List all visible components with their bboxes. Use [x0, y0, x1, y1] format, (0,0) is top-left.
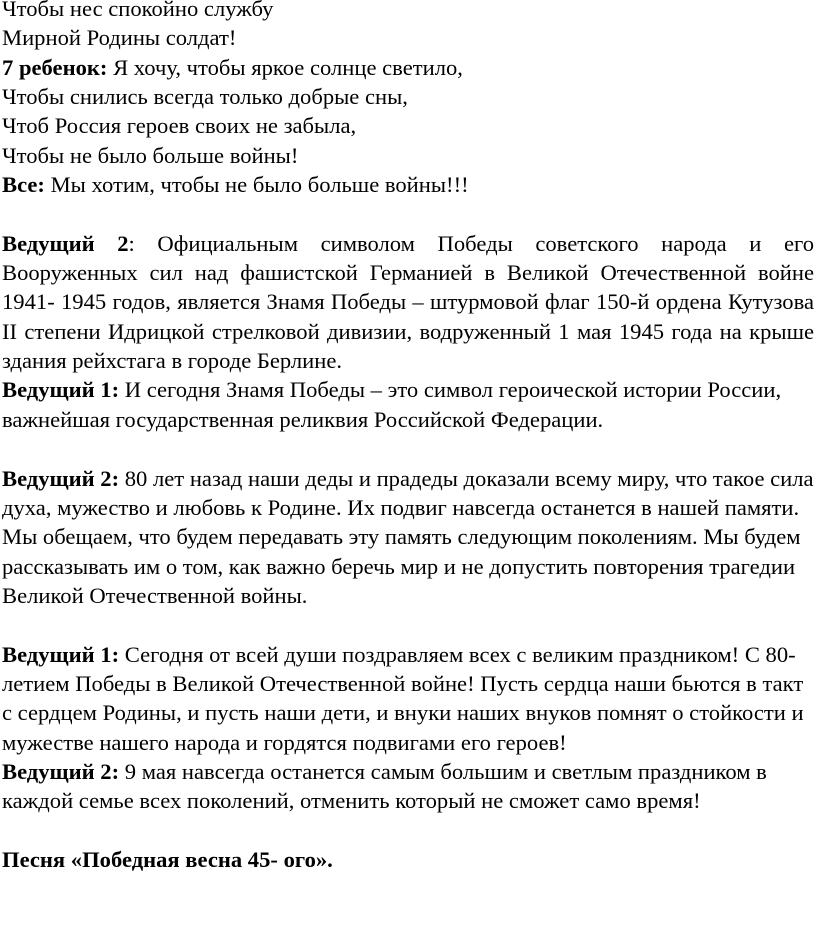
verse-line: Мирной Родины солдат! — [2, 25, 237, 51]
verse-line: Чтоб Россия героев своих не забыла, — [2, 113, 357, 139]
blank-line — [2, 610, 814, 639]
paragraph-text: Сегодня от всей души поздравляем всех с великим праздником! С 80-летием Победы в Великой Отечественной войне! Пусть сердца наши бьются в такт с сердцем Родины, и пусть наши дети, и внуки наших внуков помнят о стойкости и мужестве нашего народа и гордятся подвигами его героев! — [2, 641, 804, 755]
song-title-text: Песня «Победная весна 45- ого». — [2, 846, 333, 872]
host1-paragraph — [2, 640, 814, 757]
speaker-label: Ведущий 1: — [2, 641, 120, 667]
paragraph-text: 9 мая навсегда останется самым большим и светлым праздником в каждой семье всех поколений, отменить который не сможет само время! — [2, 758, 767, 814]
child7-line — [2, 53, 814, 82]
verse-text: Я хочу, чтобы яркое солнце светило, — [107, 54, 463, 80]
host2-paragraph — [2, 464, 814, 611]
verse-line: Чтобы нес спокойно службу — [2, 0, 274, 21]
verse-line: Чтобы снились всегда только добрые сны, — [2, 84, 408, 110]
speaker-label: Все: — [2, 172, 45, 198]
blank-line — [2, 199, 814, 228]
host1-paragraph — [2, 375, 814, 434]
paragraph-text: : Официальным символом Победы советского народа и его Вооруженных сил над фашистской Германией в Великой Отечественной войне 1941- 1945 годов, является Знамя Победы – штурмовой флаг 150-й ордена Кутузова II степени Идрицкой стрелковой дивизии, водруженный 1 мая 1945 года на крыше здания рейхстага в городе Берлине. — [2, 230, 814, 374]
speaker-label: 7 ребенок: — [2, 54, 108, 80]
all-line — [2, 170, 814, 199]
speaker-label: Ведущий 2: — [2, 758, 120, 784]
verse-line: Чтобы не было больше войны! — [2, 142, 299, 168]
host2-paragraph — [2, 757, 814, 816]
paragraph-text: И сегодня Знамя Победы – это символ героической истории России, важнейшая государственная реликвия Российской Федерации. — [2, 377, 782, 432]
paragraph-text: 80 лет назад наши деды и прадеды доказали всему миру, что такое сила духа, мужество и любовь к Родине. Их подвиг навсегда останется в нашей памяти. Мы обещаем, что будем передавать эту память следующим поколениям. Мы будем рассказывать им о том, как важно беречь мир и не допустить повторения трагедии Великой Отечественной войны. — [2, 465, 814, 608]
line-text: Мы хотим, чтобы не было больше войны!!! — [44, 172, 469, 198]
song-title — [2, 845, 814, 874]
blank-line — [2, 434, 814, 463]
speaker-label: Ведущий 2: — [2, 465, 120, 491]
speaker-label: Ведущий 1: — [2, 377, 120, 403]
host2-paragraph — [2, 229, 814, 376]
speaker-label: Ведущий 2 — [2, 230, 129, 256]
blank-line — [2, 816, 814, 845]
